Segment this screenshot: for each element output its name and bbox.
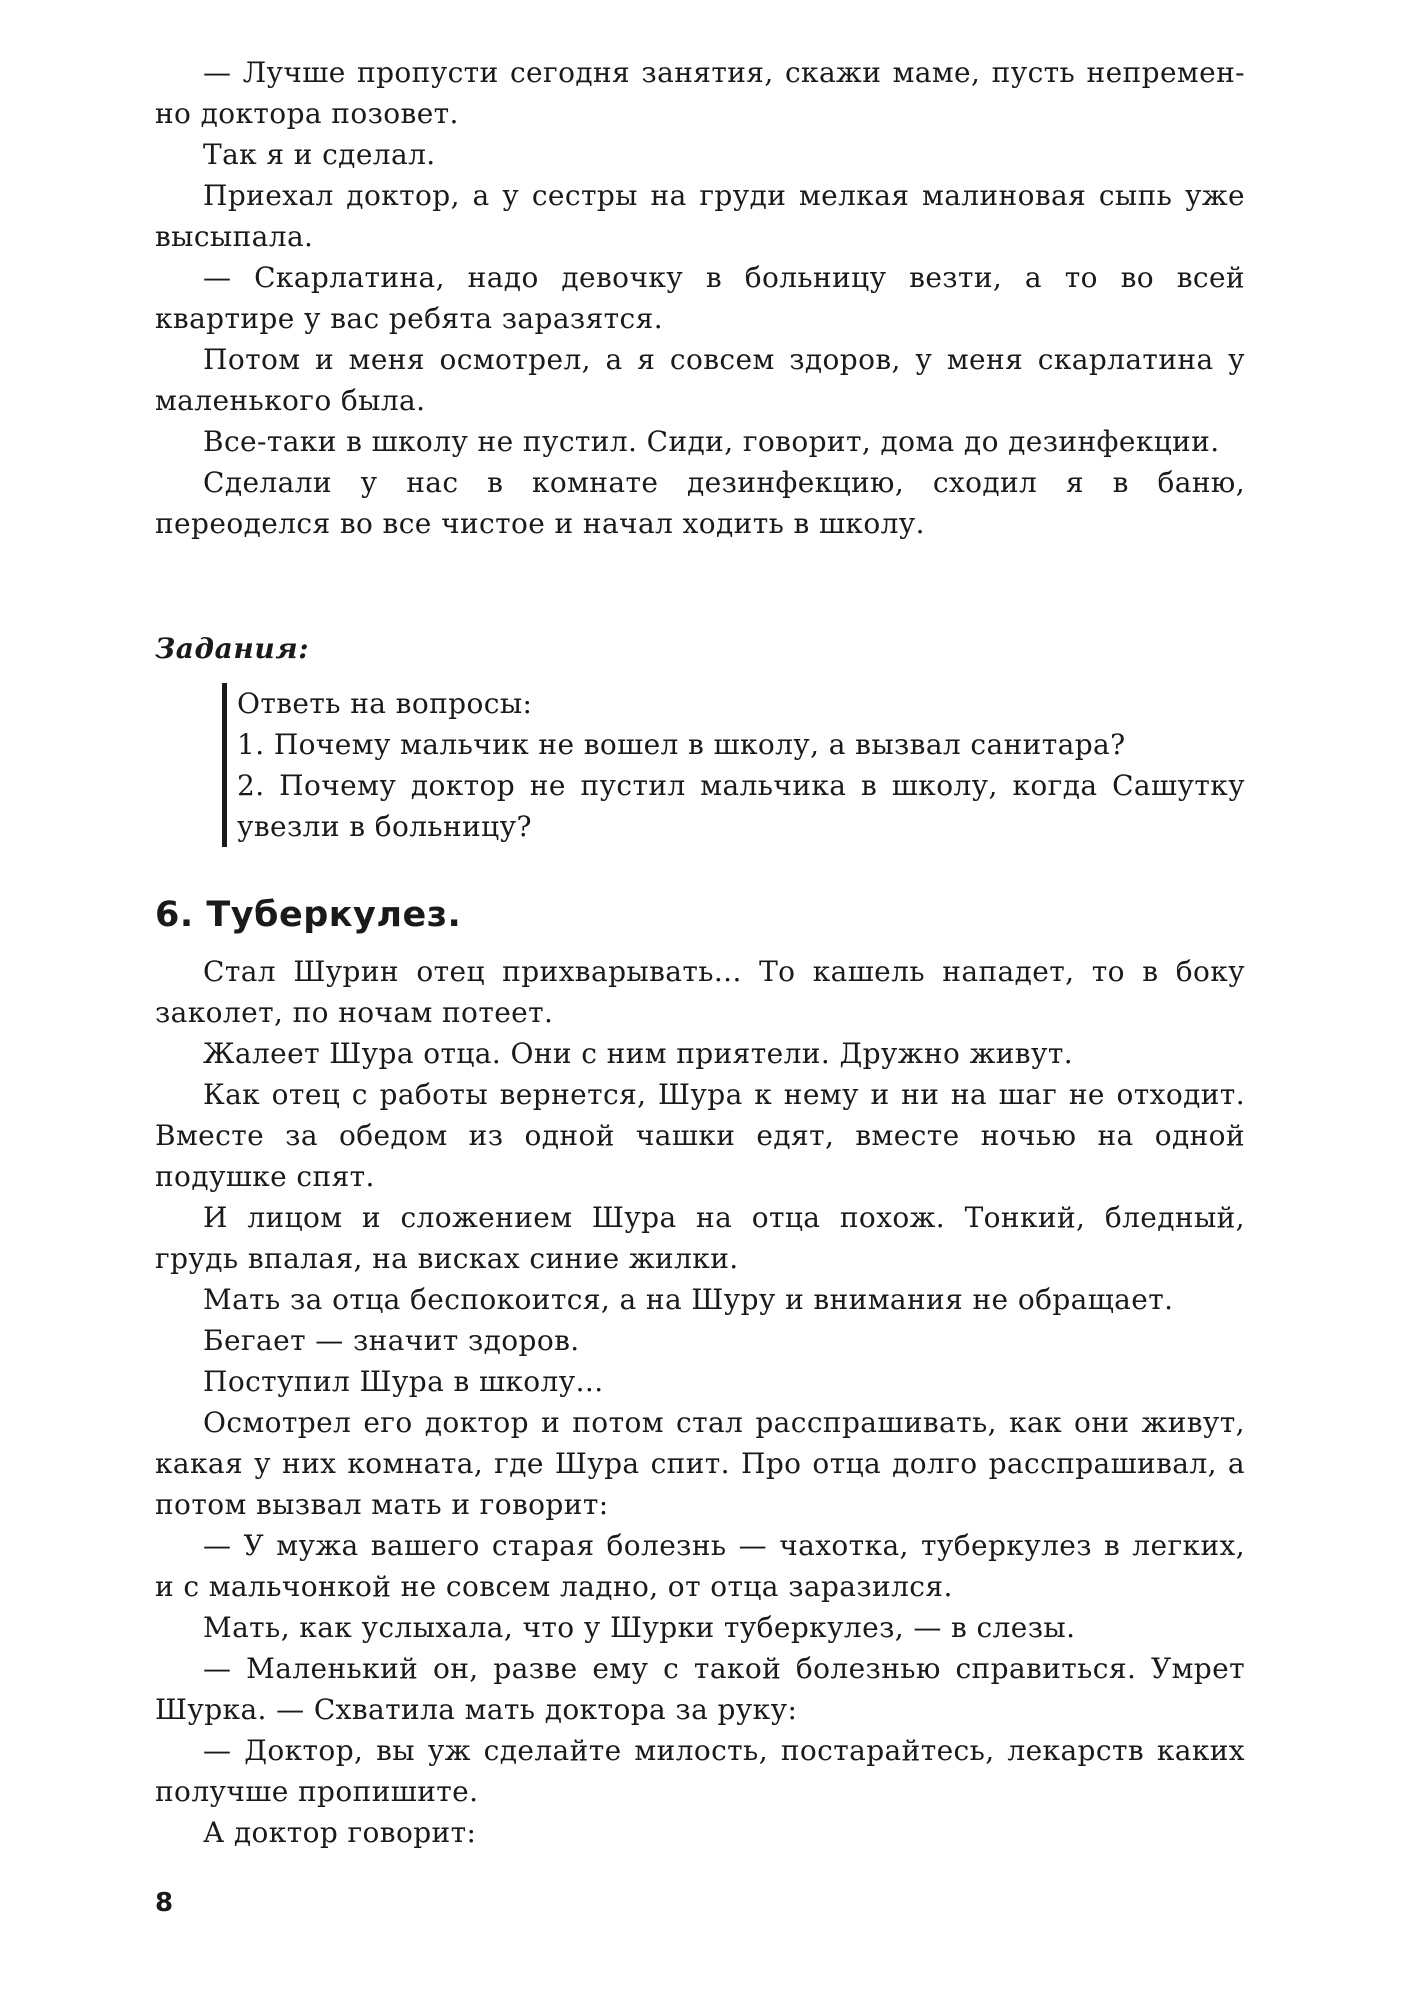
paragraph: Как отец с работы вернется, Шура к нему и ни на шаг не отходит. Вместе за обедом из одной чашки едят, вместе ночью на одной подушке спят. — [155, 1078, 1245, 1193]
paragraph: — Маленький он, разве ему с такой болезнью справиться. Умрет Шурка. — Схватила мать доктора за руку: — [155, 1652, 1245, 1726]
paragraph: — Лучше пропусти сегодня занятия, скажи маме, пусть непремен-но доктора позовет. — [155, 56, 1245, 130]
paragraph: Стал Шурин отец прихварывать... То кашель нападет, то в боку заколет, по ночам потеет. — [155, 955, 1245, 1029]
section-title: 6. Туберкулез. — [155, 895, 462, 935]
paragraph: Приехал доктор, а у сестры на груди мелкая малиновая сыпь уже высыпала. — [155, 179, 1245, 253]
paragraph: Бегает — значит здоров. — [203, 1324, 580, 1357]
top-text-block — [155, 52, 1245, 544]
paragraph: И лицом и сложением Шура на отца похож. Тонкий, бледный, грудь впалая, на висках синие жилки. — [155, 1201, 1245, 1275]
tasks-heading: Задания: — [155, 632, 310, 665]
paragraph: Мать за отца беспокоится, а на Шуру и внимания не обращает. — [203, 1283, 1174, 1316]
paragraph: Потом и меня осмотрел, а я совсем здоров, у меня скарлатина у маленького была. — [155, 343, 1245, 417]
section-text — [155, 951, 1245, 1853]
paragraph: — Скарлатина, надо девочку в больницу везти, а то во всей квартире у вас ребята заразятся. — [155, 261, 1245, 335]
section-block — [155, 893, 1245, 1853]
paragraph: Так я и сделал. — [203, 138, 436, 171]
page-number: 8 — [155, 1888, 174, 1918]
paragraph: А доктор говорит: — [203, 1816, 477, 1849]
paragraph: Сделали у нас в комнате дезинфекцию, сходил я в баню, переоделся во все чистое и начал ходить в школу. — [155, 466, 1245, 540]
paragraph: Осмотрел его доктор и потом стал расспрашивать, как они живут, какая у них комната, где Шура спит. Про отца долго расспрашивал, а потом вызвал мать и говорит: — [155, 1406, 1245, 1521]
paragraph: Все-таки в школу не пустил. Сиди, говорит, дома до дезинфекции. — [203, 425, 1220, 458]
paragraph: Мать, как услыхала, что у Шурки туберкулез, — в слезы. — [203, 1611, 1076, 1644]
tasks-block — [155, 628, 1245, 847]
task-line: Ответь на вопросы: — [237, 687, 533, 720]
tasks-box — [222, 683, 1245, 847]
paragraph: Поступил Шура в школу... — [203, 1365, 604, 1398]
task-line: 2. Почему доктор не пустил мальчика в школу, когда Сашутку увезли в больницу? — [237, 769, 1245, 843]
paragraph: Жалеет Шура отца. Они с ним приятели. Дружно живут. — [203, 1037, 1074, 1070]
task-line: 1. Почему мальчик не вошел в школу, а вызвал санитара? — [237, 728, 1126, 761]
paragraph: — У мужа вашего старая болезнь — чахотка, туберкулез в легких, и с мальчонкой не совсем ладно, от отца заразился. — [155, 1529, 1245, 1603]
paragraph: — Доктор, вы уж сделайте милость, постарайтесь, лекарств каких получше пропишите. — [155, 1734, 1245, 1808]
